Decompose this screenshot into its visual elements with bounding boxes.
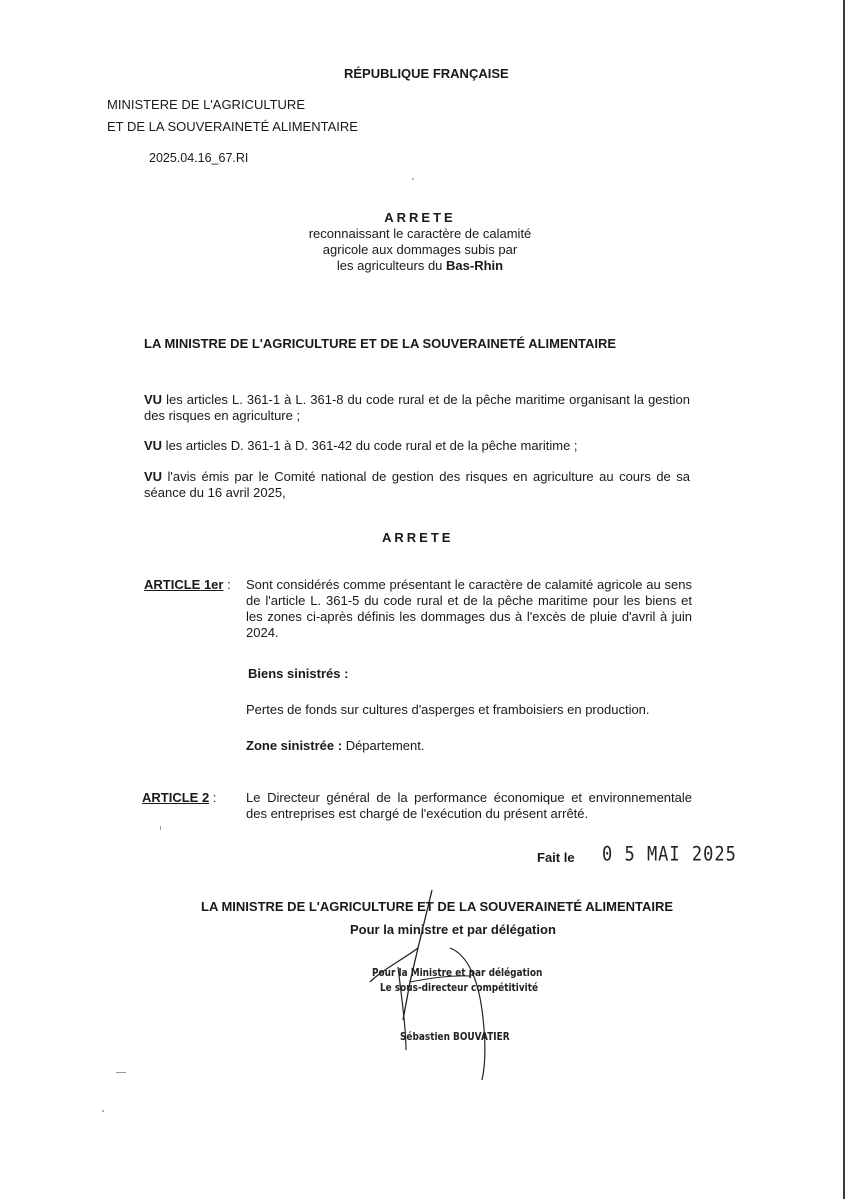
goods-label: Biens sinistrés : xyxy=(248,666,349,681)
page-edge xyxy=(843,0,845,1199)
article-1-text: Sont considérés comme présentant le caractère de calamité agricole au sens de l'article L. 361-5 du code rural et de la pêche maritime pour les biens et les zones ci-après définis les dommages dus à l'excès de pluie d'avril à juin 2024. xyxy=(246,577,692,640)
department-name: Bas-Rhin xyxy=(446,258,504,273)
ministry-line-2: ET DE LA SOUVERAINETÉ ALIMENTAIRE xyxy=(107,119,358,134)
zone-text: Département. xyxy=(342,738,425,753)
zone-line xyxy=(246,738,424,753)
signature-stroke xyxy=(450,948,485,1080)
consideration-text: les articles L. 361-1 à L. 361-8 du code rural et de la pêche maritime organisant la gestion des risques en agriculture ; xyxy=(144,392,690,423)
title-heading: ARRETE xyxy=(384,210,456,225)
article-2-label xyxy=(142,790,216,805)
authority-heading: LA MINISTRE DE L'AGRICULTURE ET DE LA SOUVERAINETÉ ALIMENTAIRE xyxy=(144,336,617,351)
consideration-2 xyxy=(144,438,690,454)
date-stamp: 0 5 MAI 2025 xyxy=(602,843,737,866)
signature-stroke xyxy=(410,976,470,982)
scan-speck xyxy=(412,178,414,180)
decree-heading: ARRETE xyxy=(382,530,454,545)
title-line-1: reconnaissant le caractère de calamité xyxy=(308,226,532,241)
delegation-line: Pour la ministre et par délégation xyxy=(350,922,556,937)
article-1-colon: : xyxy=(223,577,231,592)
article-1-label xyxy=(144,577,231,592)
consideration-text: les articles D. 361-1 à D. 361-42 du code rural et de la pêche maritime ; xyxy=(162,438,578,453)
ministry-line-1: MINISTERE DE L'AGRICULTURE xyxy=(107,97,305,112)
scan-speck xyxy=(116,1072,126,1073)
zone-label: Zone sinistrée : xyxy=(246,738,343,753)
article-2-title: ARTICLE 2 xyxy=(142,790,210,805)
republic-heading: RÉPUBLIQUE FRANÇAISE xyxy=(344,66,509,81)
handwritten-signature xyxy=(340,890,543,1090)
consideration-3 xyxy=(144,469,690,501)
done-label: Fait le xyxy=(537,850,575,865)
article-2-text: Le Directeur général de la performance économique et environnementale des entreprises est chargé de l'exécution du présent arrêté. xyxy=(246,790,692,821)
scan-speck xyxy=(160,826,161,830)
consideration-text: l'avis émis par le Comité national de gestion des risques en agriculture au cours de sa séance du 16 avril 2025, xyxy=(144,469,690,500)
title-line-3-prefix: les agriculteurs du xyxy=(336,258,447,273)
goods-text: Pertes de fonds sur cultures d'asperges et framboisiers en production. xyxy=(246,702,650,717)
title-block xyxy=(270,210,570,274)
title-line-2: agricole aux dommages subis par xyxy=(322,242,518,257)
consideration-lead: VU xyxy=(144,392,163,407)
consideration-lead: VU xyxy=(144,438,163,453)
stamp-line-1: Pour la Ministre et par délégation xyxy=(372,967,543,979)
article-1-title: ARTICLE 1er xyxy=(144,577,224,592)
stamp-line-2: Le sous-directeur compétitivité xyxy=(380,982,539,994)
signature-authority: LA MINISTRE DE L'AGRICULTURE ET DE LA SOUVERAINETÉ ALIMENTAIRE xyxy=(201,899,674,914)
consideration-1 xyxy=(144,392,690,424)
reference-number: 2025.04.16_67.RI xyxy=(149,151,249,165)
signer-name: Sébastien BOUVATIER xyxy=(400,1031,510,1043)
article-2-colon: : xyxy=(209,790,217,805)
title-line-3 xyxy=(270,258,570,274)
consideration-lead: VU xyxy=(144,469,163,484)
scan-speck xyxy=(102,1110,104,1112)
